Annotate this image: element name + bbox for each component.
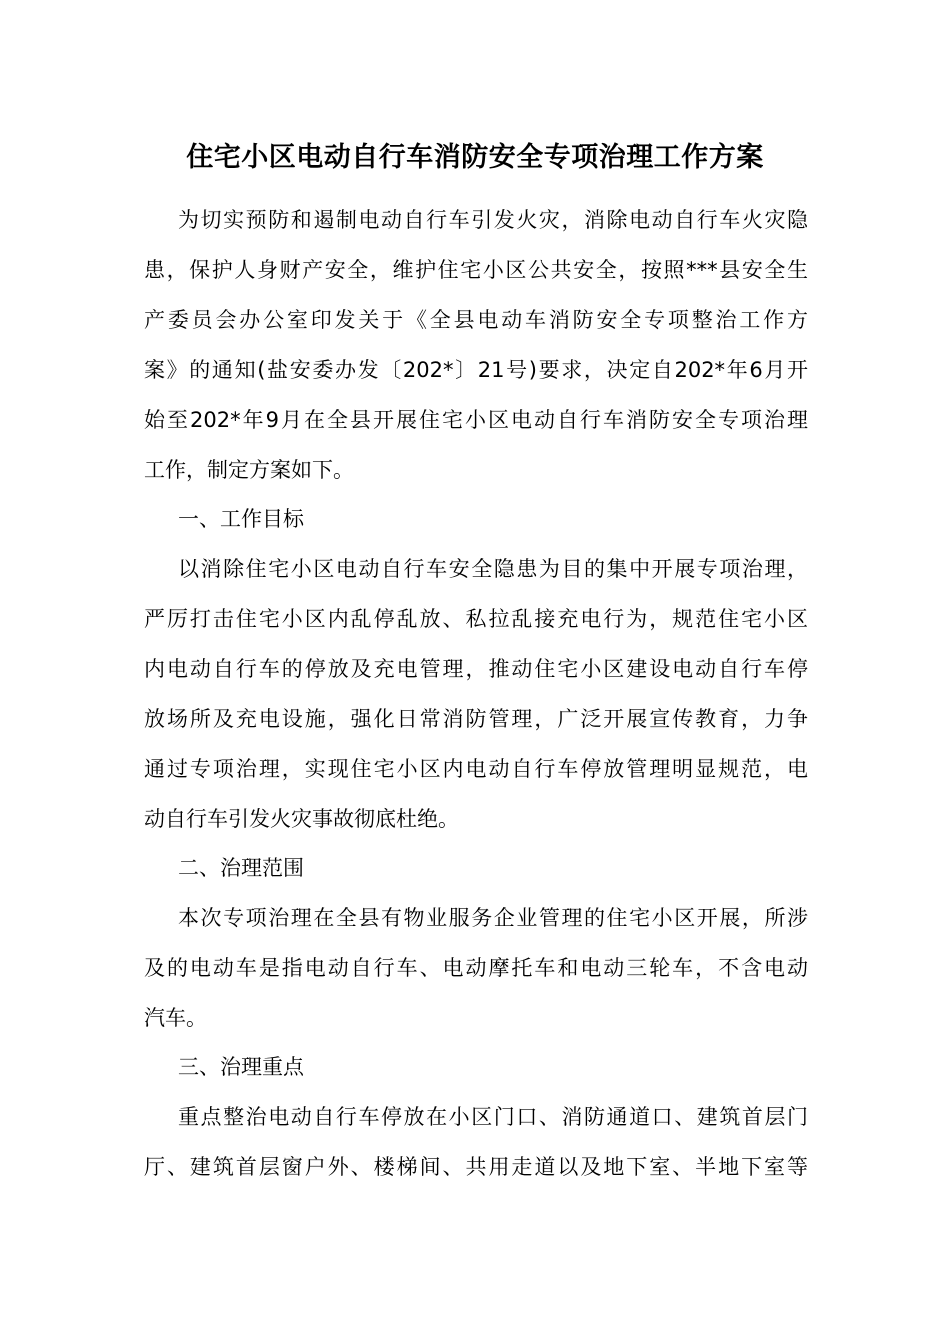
intro-line-1: 为切实预防和遏制电动自行车引发火灾，消除电动自行车火灾隐	[178, 208, 808, 232]
intro-line-5: 始至202*年9月在全县开展住宅小区电动自行车消防安全专项治理	[144, 408, 808, 432]
goals-line-3: 内电动自行车的停放及充电管理，推动住宅小区建设电动自行车停	[144, 657, 808, 681]
section-heading-goals: 一、工作目标	[178, 507, 304, 531]
scope-line-1: 本次专项治理在全县有物业服务企业管理的住宅小区开展，所涉	[178, 906, 808, 930]
scope-line-2: 及的电动车是指电动自行车、电动摩托车和电动三轮车，不含电动	[144, 956, 808, 980]
section-heading-focus: 三、治理重点	[178, 1055, 304, 1079]
scope-line-3: 汽车。	[144, 1006, 207, 1030]
goals-line-4: 放场所及充电设施，强化日常消防管理，广泛开展宣传教育，力争	[144, 707, 808, 731]
intro-line-6: 工作，制定方案如下。	[144, 458, 354, 482]
intro-line-4: 案》的通知(盐安委办发〔202*〕21号)要求，决定自202*年6月开	[144, 358, 808, 382]
intro-line-3: 产委员会办公室印发关于《全县电动车消防安全专项整治工作方	[144, 308, 808, 332]
section-heading-scope: 二、治理范围	[178, 856, 304, 880]
goals-line-2: 严厉打击住宅小区内乱停乱放、私拉乱接充电行为，规范住宅小区	[144, 607, 808, 631]
document-title: 住宅小区电动自行车消防安全专项治理工作方案	[186, 142, 764, 173]
focus-line-2: 厅、建筑首层窗户外、楼梯间、共用走道以及地下室、半地下室等	[144, 1155, 808, 1179]
goals-line-5: 通过专项治理，实现住宅小区内电动自行车停放管理明显规范，电	[144, 757, 808, 781]
goals-line-1: 以消除住宅小区电动自行车安全隐患为目的集中开展专项治理，	[178, 557, 808, 581]
focus-line-1: 重点整治电动自行车停放在小区门口、消防通道口、建筑首层门	[178, 1105, 808, 1129]
intro-line-2: 患，保护人身财产安全，维护住宅小区公共安全，按照***县安全生	[144, 258, 808, 282]
goals-line-6: 动自行车引发火灾事故彻底杜绝。	[144, 807, 459, 831]
